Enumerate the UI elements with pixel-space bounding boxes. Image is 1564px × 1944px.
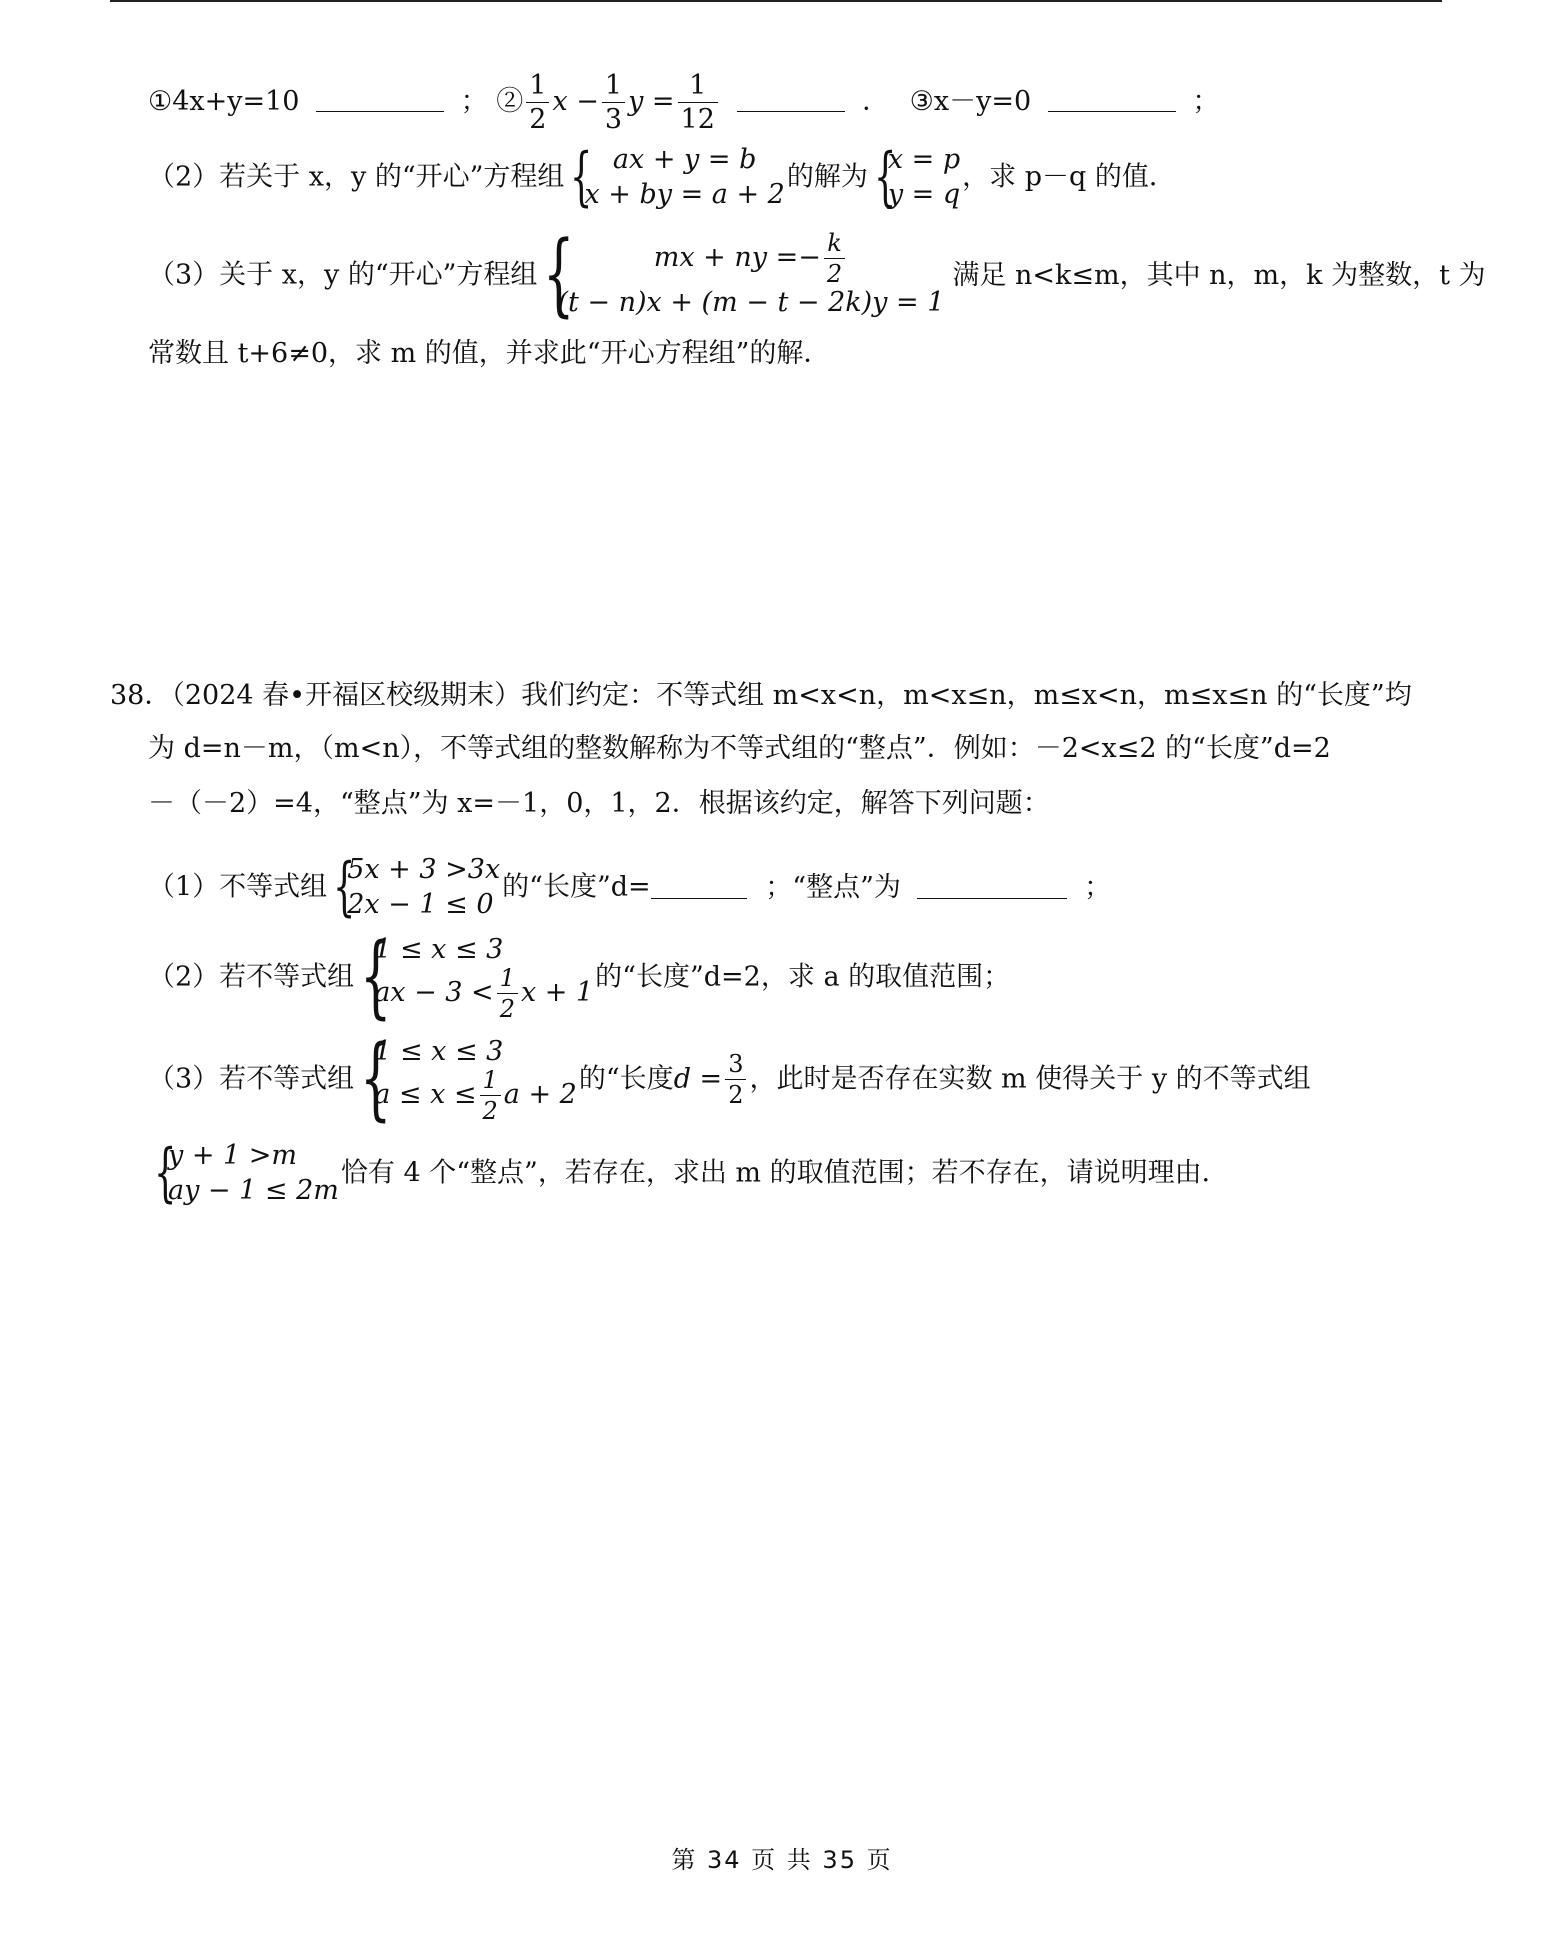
equation-system: { mx + ny =− $\frac{k}{2}$ (t − n)x + (m − t − 2k)y = 1	[543, 222, 945, 327]
part-2-mid: 的解为	[786, 161, 868, 193]
equation-1: ①4x+y=10	[148, 86, 300, 117]
fraction: $\frac{1}{2}$	[526, 72, 549, 133]
part-3-lead: （3）关于 x，y 的“开心”方程组	[148, 259, 538, 291]
part-3-mid: 的“长度	[578, 1063, 674, 1095]
fraction: $\frac{1}{12}$	[678, 72, 718, 133]
part-3-tail: ，此时是否存在实数 m 使得关于 y 的不等式组	[749, 1063, 1311, 1095]
answer-blank-2[interactable]	[737, 89, 845, 112]
inequality-system-y: { y + 1 >m ay − 1 ≤ 2m	[154, 1136, 339, 1211]
part-2-tail: ，求 p－q 的值．	[962, 161, 1176, 193]
question-part-3	[148, 222, 1486, 327]
part-2-lead: （2）若关于 x，y 的“开心”方程组	[148, 161, 565, 193]
question-38-part-3	[148, 1026, 1311, 1131]
part-1-lead: （1）不等式组	[148, 871, 328, 903]
question-38-line-3: －（－2）=4，“整点”为 x=－1，0，1，2．根据该约定，解答下列问题：	[148, 788, 1050, 819]
equation-system: { ax + y = b x + by = a + 2	[570, 140, 785, 215]
inequality-system: { 1 ≤ x ≤ 3 a ≤ x ≤ $\frac{1}{2}$ a + 2	[360, 1026, 577, 1131]
question-38-part-2	[148, 924, 1011, 1029]
separator: ；	[1192, 86, 1220, 117]
fraction: $\frac{1}{3}$	[602, 72, 625, 133]
part-1-sep: ；“整点”为	[765, 871, 901, 903]
inequality-system: { 1 ≤ x ≤ 3 ax − 3 < $\frac{1}{2}$ x + 1	[360, 924, 594, 1029]
equation-line-1	[148, 72, 1219, 133]
separator: ；	[460, 86, 488, 117]
part-3-tail: 满足 n<k≤m，其中 n，m，k 为整数，t 为	[952, 259, 1486, 291]
equation-3: ③x－y=0	[909, 86, 1032, 117]
question-38-line-1: 38．（2024 春•开福区校级期末）我们约定：不等式组 m<x<n，m<x≤n，m≤x<n，m≤x≤n 的“长度”均	[110, 680, 1412, 711]
equation-2-term: x −	[552, 86, 599, 117]
question-38-part-3-line-2	[148, 1136, 1229, 1211]
question-part-2	[148, 140, 1176, 215]
top-rule	[110, 0, 1442, 2]
solution-system: { x = p y = q	[873, 140, 961, 215]
part-1-mid: 的“长度”d=	[502, 871, 651, 903]
part-3-tail-2: 恰有 4 个“整点”，若存在，求出 m 的取值范围；若不存在，请说明理由．	[340, 1157, 1229, 1189]
part-2-tail: 的“长度”d=2，求 a 的取值范围；	[595, 961, 1011, 993]
answer-blank-3[interactable]	[1048, 89, 1176, 112]
part-3-line-2: 常数且 t+6≠0，求 m 的值，并求此“开心方程组”的解．	[148, 338, 831, 369]
inequality-system: { 5x + 3 >3x 2x − 1 ≤ 0	[333, 850, 501, 925]
part-1-end: ；	[1084, 871, 1112, 903]
part-3-lead: （3）若不等式组	[148, 1063, 355, 1095]
integer-points-answer-blank[interactable]	[917, 876, 1067, 899]
question-38-part-1	[148, 850, 1112, 925]
question-38-line-2: 为 d=n－m，（m<n），不等式组的整数解称为不等式组的“整点”．例如：－2<x≤2 的“长度”d=2	[148, 733, 1331, 764]
length-answer-blank[interactable]	[651, 876, 747, 899]
separator: ．	[862, 86, 890, 117]
answer-blank-1[interactable]	[316, 89, 444, 112]
equation-2-term: y =	[628, 86, 675, 117]
length-fraction: $\frac{3}{2}$	[725, 1052, 746, 1107]
equation-2-marker: ②	[496, 86, 524, 117]
part-2-lead: （2）若不等式组	[148, 961, 355, 993]
length-symbol: d =	[673, 1063, 723, 1095]
page-footer: 第 34 页 共 35 页	[671, 1846, 893, 1874]
